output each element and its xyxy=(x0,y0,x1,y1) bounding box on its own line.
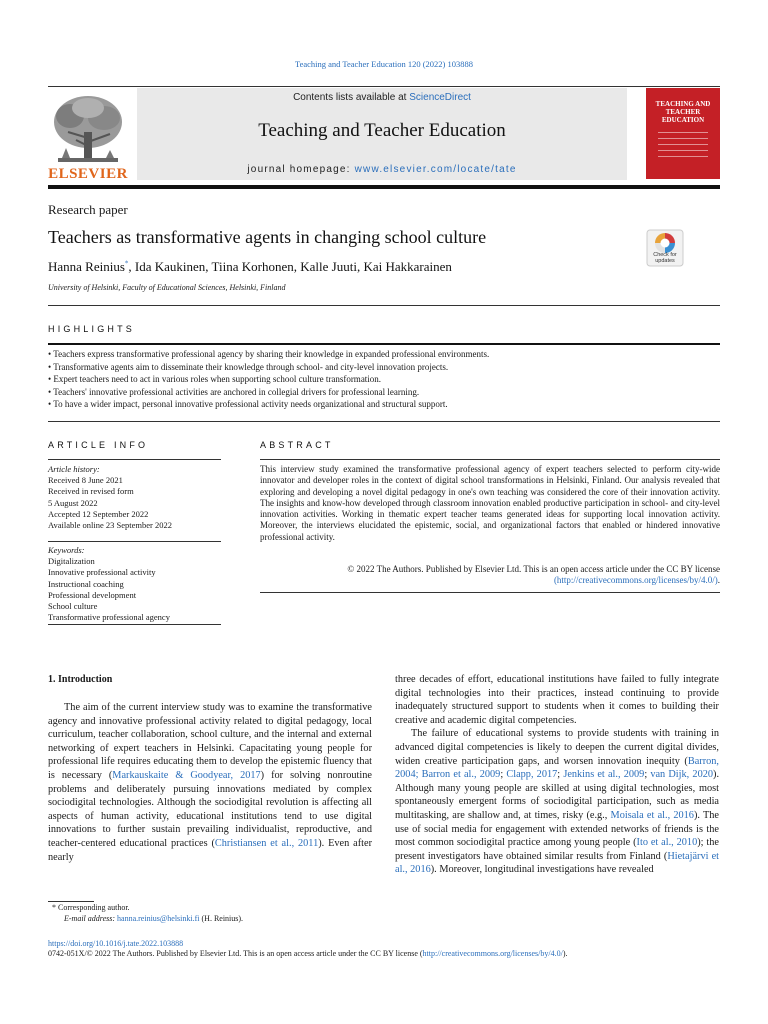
cover-decoration xyxy=(658,132,708,162)
article-title: Teachers as transformative agents in changing school culture xyxy=(48,227,487,247)
highlight-text: Teachers' innovative professional activities are anchored in collegial drivers for professional learning. xyxy=(53,386,420,397)
footnote-mark: * xyxy=(52,903,56,912)
history-item: Received 8 June 2021 xyxy=(48,475,123,486)
highlight-text: Teachers express transformative professional agency by sharing their knowledge in expanded professional environments. xyxy=(53,349,490,359)
top-divider xyxy=(48,86,720,87)
abstract-bottom-divider xyxy=(260,592,720,593)
abstract-text: This interview study examined the transformative professional agency of expert teachers selected to perform city-wide innovator and developer roles in the context of digital school transformations in Helsinki, Finland. Our analysis revealed that exploring and developing a novel digital pedagogy in one's own teaching was considered the core of their innovation activity. The insights and know-how developed through classroom innovation enabled productive participation in school- and city-level innovation activities. Working in thematic expert teacher teams generated ideas for supporting local innovation activity. Moreover, the interviews elucidated the epistemic, social, and organizational factors that enabled or hindered innovative professional activity. xyxy=(260,464,720,542)
footnote-email xyxy=(48,913,372,924)
article-info-heading: ARTICLE INFO xyxy=(48,440,149,450)
journal-cover[interactable] xyxy=(646,88,720,179)
header-thick-divider xyxy=(48,185,720,189)
footnote-text: Corresponding author. xyxy=(58,903,130,912)
history-label: Article history: xyxy=(48,464,100,474)
elsevier-wordmark: ELSEVIER xyxy=(48,166,128,182)
article-type: Research paper xyxy=(48,202,128,217)
footer-license-link[interactable]: http://creativecommons.org/licenses/by/4.0/ xyxy=(422,949,563,958)
text-run: ; xyxy=(557,769,564,781)
section-heading-introduction: 1. Introduction xyxy=(48,674,113,685)
journal-reference[interactable]: Teaching and Teacher Education 120 (2022) 103888 xyxy=(294,59,474,69)
citation-link[interactable]: van Dijk, 2020 xyxy=(650,769,714,781)
text-run: ); the present investigators have obtained similar results from Finland ( xyxy=(395,837,719,862)
keywords-divider xyxy=(48,624,221,625)
other-authors: , Ida Kaukinen, Tiina Korhonen, Kalle Juuti, Kai Hakkarainen xyxy=(128,259,452,274)
citation-link[interactable]: Christiansen et al., 2011 xyxy=(214,837,319,849)
highlight-item: • Transformative agents aim to disseminate their knowledge through school- and city-level innovation projects. xyxy=(48,361,449,372)
affiliation-divider xyxy=(48,305,720,306)
email-suffix: (H. Reinius). xyxy=(199,914,244,923)
email-label: E-mail address: xyxy=(64,914,118,923)
history-item: Accepted 12 September 2022 xyxy=(48,508,149,519)
abstract-copyright xyxy=(260,564,720,587)
sciencedirect-link[interactable]: ScienceDirect xyxy=(409,92,471,103)
journal-title: Teaching and Teacher Education xyxy=(258,120,506,141)
copyright-text: © 2022 The Authors. Published by Elsevier Ltd. This is an open access article under the CC BY license xyxy=(347,564,720,574)
contents-line xyxy=(137,92,627,103)
doi-link[interactable]: https://doi.org/10.1016/j.tate.2022.103888 xyxy=(48,939,184,948)
footnote-corresponding xyxy=(48,902,372,913)
footnote xyxy=(48,902,372,924)
text-run: ) for solving nonroutine problems and deliberately pursuing innovations mediated by complex sociodigital technologies. Although the sociodigital revolution is affecting all aspects of human activity, educational institutions tend to use digital innovations to further sustain prevailing individualist, reproductive, and teacher-centered educational practices ( xyxy=(48,769,373,849)
license-text: ). xyxy=(562,949,568,958)
history-item: 5 August 2022 xyxy=(48,497,98,508)
homepage-link[interactable]: www.elsevier.com/locate/tate xyxy=(354,164,517,175)
paragraph xyxy=(395,727,719,877)
highlight-item: • Expert teachers need to act in various roles when supporting school culture transformation. xyxy=(48,374,382,385)
email-link[interactable]: hanna.reinius@helsinki.fi xyxy=(117,914,200,923)
highlight-item: • To have a wider impact, personal innovative professional activity needs organizational and structural support. xyxy=(48,399,448,410)
homepage-prefix: journal homepage: xyxy=(247,164,355,175)
body-column-left xyxy=(48,701,372,864)
citation-link[interactable]: Ito et al., 2010 xyxy=(636,837,698,849)
highlight-text: To have a wider impact, personal innovative professional activity needs organizational and structural support. xyxy=(53,399,448,410)
text-run: ; xyxy=(644,769,651,781)
keyword-item: Transformative professional agency xyxy=(48,612,170,623)
article-info-divider xyxy=(48,459,221,460)
keyword-item: Instructional coaching xyxy=(48,578,124,589)
license-text: 0742-051X/© 2022 The Authors. Published by Elsevier Ltd. This is an open access article under the CC BY license ( xyxy=(48,949,423,958)
keywords-label: Keywords: xyxy=(48,545,85,555)
highlights-top-divider xyxy=(48,343,720,345)
license-link[interactable]: (http://creativecommons.org/licenses/by/4.0/) xyxy=(553,575,718,586)
abstract-divider xyxy=(260,459,720,460)
journal-banner xyxy=(137,88,627,180)
history-item: Available online 23 September 2022 xyxy=(48,520,173,531)
paragraph: three decades of effort, educational institutions have failed to fully integrate digital technologies into their practices, instead continuing to provide inadequately structured support to students when it comes to building their creative and academic digital competencies. xyxy=(395,674,719,726)
highlights-heading: HIGHLIGHTS xyxy=(48,324,136,334)
keyword-item: Professional development xyxy=(48,589,137,600)
homepage-line xyxy=(137,164,627,175)
highlight-text: Expert teachers need to act in various roles when supporting school culture transformation. xyxy=(53,374,382,385)
highlight-item: • Teachers express transformative professional agency by sharing their knowledge in expanded professional environments. xyxy=(48,349,490,359)
keyword-item: Digitalization xyxy=(48,556,95,567)
highlights-list xyxy=(48,348,720,411)
corresponding-mark[interactable]: * xyxy=(124,259,129,268)
first-author[interactable]: Hanna Reinius xyxy=(48,259,125,274)
highlights-bottom-divider xyxy=(48,421,720,422)
text-run: The aim of the current interview study was to examine the transformative agency and innovative professional activity related to digital pedagogy, local curriculum, teacher collaboration, school culture, and the internal and external networking of expert teachers in Helsinki. Capacitating young people for professional life requires educating them to develop the epistemic fluency that is necessary ( xyxy=(48,702,372,781)
citation-link[interactable]: Jenkins et al., 2009 xyxy=(563,769,645,781)
citation-link[interactable]: Hietajärvi et al., 2016 xyxy=(395,850,719,876)
article-history xyxy=(48,464,223,531)
citation-link[interactable]: Moisala et al., 2016 xyxy=(610,809,694,821)
text-run: ). Even after nearly xyxy=(48,837,372,863)
citation-link[interactable]: Clapp, 2017 xyxy=(506,769,558,781)
check-for-updates-label: Check for updates xyxy=(653,252,677,264)
keywords xyxy=(48,545,223,623)
text-run: ). Moreover, longitudinal investigations have revealed xyxy=(430,864,654,876)
highlight-text: Transformative agents aim to disseminate their knowledge through school- and city-level innovation projects. xyxy=(53,361,449,372)
keyword-item: School culture xyxy=(48,601,98,612)
license-end: . xyxy=(717,575,720,586)
keyword-item: Innovative professional activity xyxy=(48,567,156,578)
paragraph xyxy=(48,701,372,864)
history-item: Received in revised form xyxy=(48,486,134,497)
abstract-heading: ABSTRACT xyxy=(260,440,334,450)
text-run: The failure of educational systems to provide students with training in advanced digital competencies is likely to deepen the current digital divides, widen creative participation gaps, and worsen innovation inequity ( xyxy=(395,728,719,767)
text-run: ). Although many young people are skilled at using digital technologies, most spontaneously emergent forms of sociodigital participation, such as media multitasking, are shallow and, at times, risky (e.g., xyxy=(395,769,720,821)
footer-license xyxy=(48,949,567,958)
author-list xyxy=(48,259,452,275)
contents-prefix: Contents lists available at xyxy=(293,92,410,103)
citation-link[interactable]: Markauskaite & Goodyear, 2017 xyxy=(112,769,261,781)
cover-title: TEACHING AND TEACHER EDUCATION xyxy=(655,100,711,124)
citation-link[interactable]: Barron, 2004; Barron et al., 2009 xyxy=(395,755,719,781)
affiliation: University of Helsinki, Faculty of Educational Sciences, Helsinki, Finland xyxy=(48,283,286,292)
history-divider xyxy=(48,541,221,542)
text-run: ). The use of social media for engagement with extended networks of friends is the most common sociodigital practice among young people ( xyxy=(395,809,719,849)
body-column-right xyxy=(395,673,719,877)
highlight-item: • Teachers' innovative professional activities are anchored in collegial drivers for professional learning. xyxy=(48,386,420,397)
text-run: ; xyxy=(500,769,507,781)
